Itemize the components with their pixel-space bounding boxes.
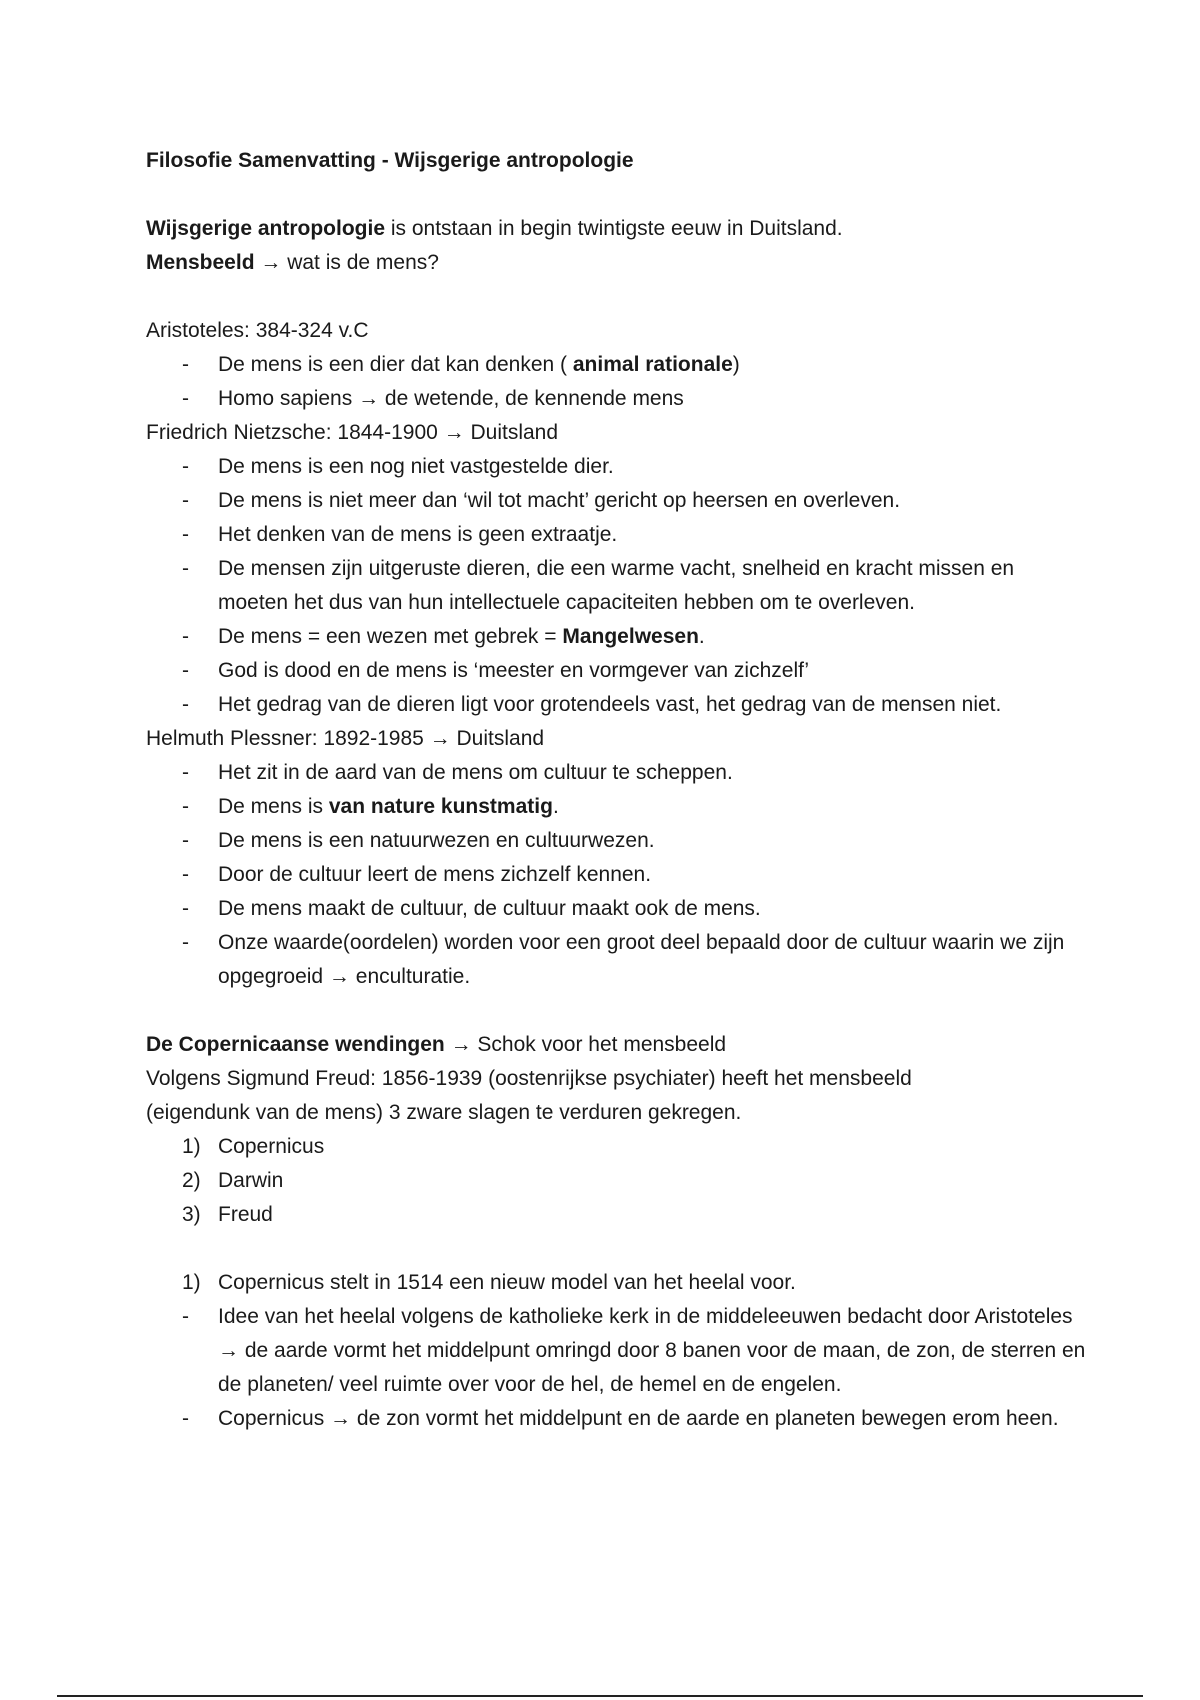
- section-heading-copernicaanse: De Copernicaanse wendingen → Schok voor het mensbeeld: [146, 1033, 727, 1056]
- freud-line-2: (eigendunk van de mens) 3 zware slagen te verduren gekregen.: [146, 1101, 742, 1124]
- section-heading-nietzsche: Friedrich Nietzsche: 1844-1900 → Duitsland: [146, 421, 559, 444]
- dash-marker: -: [182, 625, 189, 648]
- dash-marker: -: [182, 353, 189, 376]
- list-item: - Homo sapiens → de wetende, de kennende mens: [146, 382, 1086, 416]
- term-mensbeeld: Mensbeeld: [146, 251, 255, 274]
- list-item: - Het denken van de mens is geen extraatje.: [146, 518, 1086, 552]
- dash-marker: -: [182, 931, 189, 954]
- dash-marker: -: [182, 1407, 189, 1430]
- section-heading-aristoteles: Aristoteles: 384-324 v.C: [146, 319, 369, 342]
- dash-marker: -: [182, 1305, 189, 1328]
- term-animal-rationale: animal rationale: [572, 353, 733, 376]
- list-item: - Copernicus → de zon vormt het middelpunt en de aarde en planeten bewegen erom heen.: [146, 1402, 1086, 1436]
- list-item: - De mensen zijn uitgeruste dieren, die een warme vacht, snelheid en kracht missen en moeten het dus van hun intellectuele capaciteiten hebben om te overleven.: [146, 552, 1086, 620]
- dash-marker: -: [182, 455, 189, 478]
- list-item: - De mens is een natuurwezen en cultuurwezen.: [146, 824, 1086, 858]
- dash-marker: -: [182, 761, 189, 784]
- list-item: - Onze waarde(oordelen) worden voor een groot deel bepaald door de cultuur waarin we zijn opgegroeid → enculturatie.: [146, 926, 1086, 994]
- dash-marker: -: [182, 795, 189, 818]
- intro-line-wijsgerige: Wijsgerige antropologie is ontstaan in begin twintigste eeuw in Duitsland.: [146, 217, 843, 240]
- list-item: - De mens is niet meer dan ‘wil tot macht’ gericht op heersen en overleven.: [146, 484, 1086, 518]
- dash-marker: -: [182, 863, 189, 886]
- freud-line-1: Volgens Sigmund Freud: 1856-1939 (oostenrijkse psychiater) heeft het mensbeeld: [146, 1067, 912, 1090]
- number-marker: 1): [182, 1271, 201, 1294]
- document-title: Filosofie Samenvatting - Wijsgerige antropologie: [146, 149, 634, 172]
- term-wijsgerige-antropologie: Wijsgerige antropologie: [146, 217, 385, 240]
- section-heading-plessner: Helmuth Plessner: 1892-1985 → Duitsland: [146, 727, 545, 750]
- dash-marker: -: [182, 897, 189, 920]
- number-marker: 1): [182, 1135, 201, 1158]
- dash-marker: -: [182, 693, 189, 716]
- term-van-nature-kunstmatig: van nature kunstmatig: [328, 795, 553, 818]
- list-item: - Het gedrag van de dieren ligt voor grotendeels vast, het gedrag van de mensen niet.: [146, 688, 1086, 722]
- numbered-item: 1) Copernicus: [146, 1130, 1086, 1164]
- dash-marker: -: [182, 523, 189, 546]
- numbered-item: 2) Darwin: [146, 1164, 1086, 1198]
- term-mangelwesen: Mangelwesen: [562, 625, 699, 648]
- list-item: - De mens is een dier dat kan denken ( animal rationale): [146, 348, 1086, 382]
- intro-line-mensbeeld: Mensbeeld → wat is de mens?: [146, 251, 439, 274]
- list-item: - De mens is van nature kunstmatig.: [146, 790, 1086, 824]
- dash-marker: -: [182, 829, 189, 852]
- term-copernicaanse-wendingen: De Copernicaanse wendingen: [146, 1033, 445, 1056]
- dash-marker: -: [182, 659, 189, 682]
- list-item: - Door de cultuur leert de mens zichzelf kennen.: [146, 858, 1086, 892]
- list-item: - De mens = een wezen met gebrek = Mangelwesen.: [146, 620, 1086, 654]
- dash-marker: -: [182, 387, 189, 410]
- dash-marker: -: [182, 489, 189, 512]
- list-item: - De mens maakt de cultuur, de cultuur maakt ook de mens.: [146, 892, 1086, 926]
- numbered-item-detail: 1) Copernicus stelt in 1514 een nieuw model van het heelal voor.: [146, 1266, 1086, 1300]
- dash-marker: -: [182, 557, 189, 580]
- number-marker: 3): [182, 1203, 201, 1226]
- list-item: - Idee van het heelal volgens de katholieke kerk in de middeleeuwen bedacht door Aristoteles → de aarde vormt het middelpunt omringd door 8 banen voor de maan, de zon, de sterren en de planeten/ veel ruimte over voor de hel, de hemel en de engelen.: [146, 1300, 1086, 1402]
- list-item: - God is dood en de mens is ‘meester en vormgever van zichzelf’: [146, 654, 1086, 688]
- list-item: - Het zit in de aard van de mens om cultuur te scheppen.: [146, 756, 1086, 790]
- bottom-divider: [57, 1695, 1143, 1697]
- document-page: [146, 144, 1086, 1436]
- numbered-item: 3) Freud: [146, 1198, 1086, 1232]
- list-item: - De mens is een nog niet vastgestelde dier.: [146, 450, 1086, 484]
- number-marker: 2): [182, 1169, 201, 1192]
